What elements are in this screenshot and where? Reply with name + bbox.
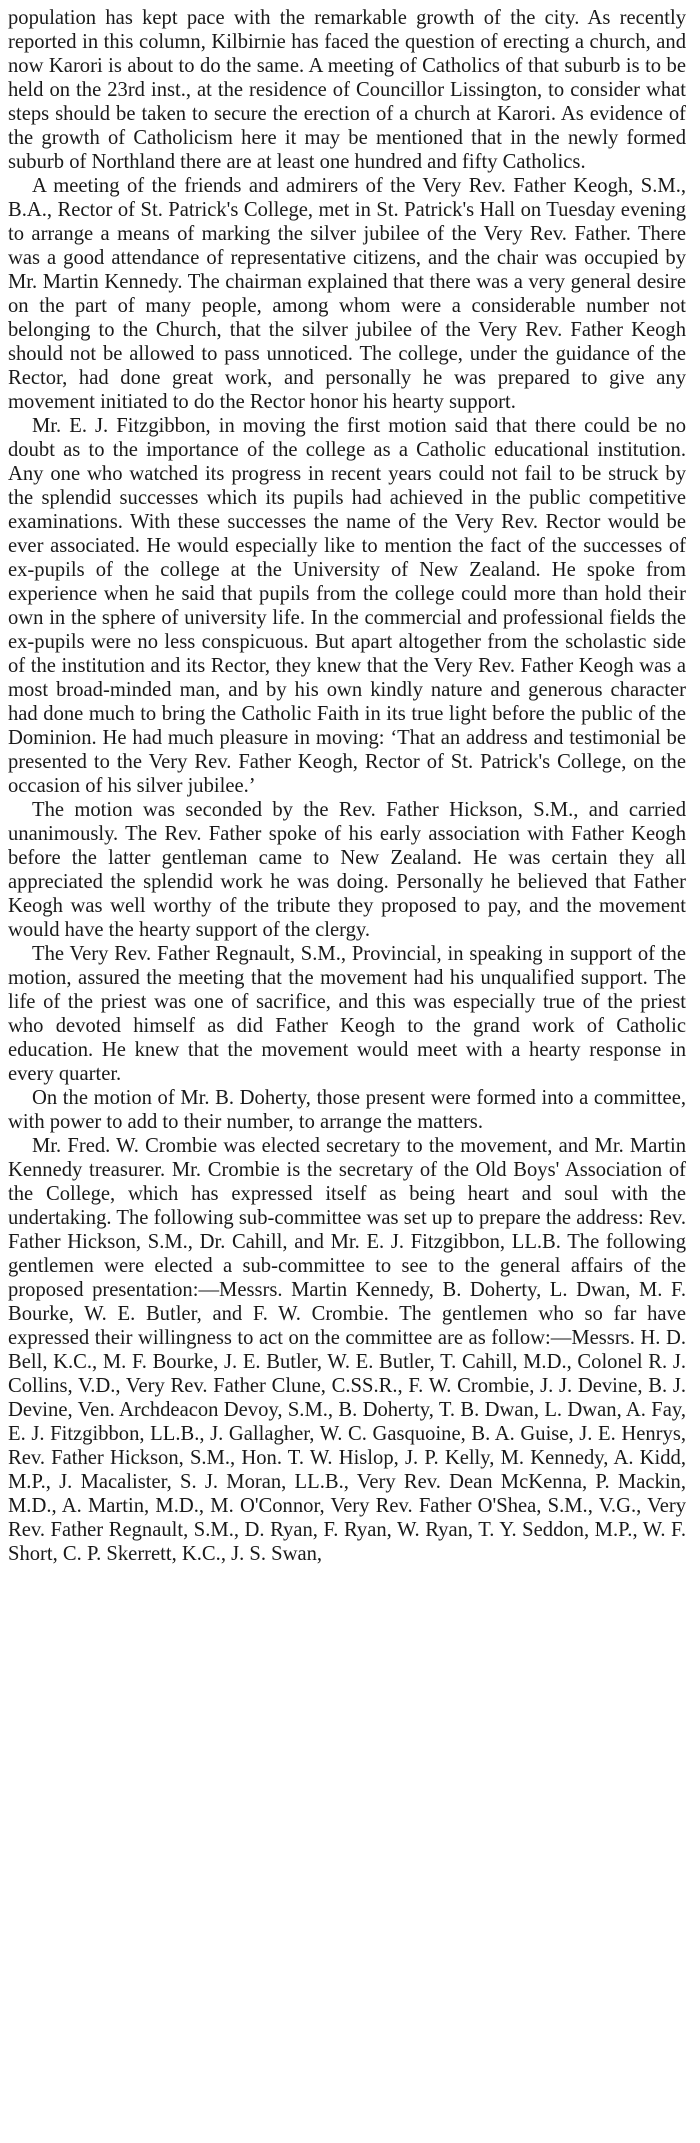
paragraph-doherty-committee: On the motion of Mr. B. Doherty, those present were formed into a committee, with power to add to their number, to arrange the matters.	[8, 1087, 686, 1133]
paragraph-hickson-seconding: The motion was seconded by the Rev. Father Hickson, S.M., and carried unanimously. The Rev. Father spoke of his early association with Father Keogh before the latter gentleman came to New Zealand. He was certain they all appreciated the splendid work he was doing. Personally he believed that Father Keogh was well worthy of the tribute they proposed to pay, and the movement would have the hearty support of the clergy.	[8, 799, 686, 941]
paragraph-crombie-secretary: Mr. Fred. W. Crombie was elected secretary to the movement, and Mr. Martin Kennedy treasurer. Mr. Crombie is the secretary of the Old Boys' Association of the College, which has expressed itself as being heart and soul with the undertaking. The following sub-committee was set up to prepare the address: Rev. Father Hickson, S.M., Dr. Cahill, and Mr. E. J. Fitzgibbon, LL.B. The following gentlemen were elected a sub-committee to see to the general affairs of the proposed presentation:—Messrs. Martin Kennedy, B. Doherty, L. Dwan, M. F. Bourke, W. E. Butler, and F. W. Crombie. The gentlemen who so far have expressed their willingness to act on the committee are as follow:—Messrs. H. D. Bell, K.C., M. F. Bourke, J. E. Butler, W. E. Butler, T. Cahill, M.D., Colonel R. J. Collins, V.D., Very Rev. Father Clune, C.SS.R., F. W. Crombie, J. J. Devine, B. J. Devine, Ven. Archdeacon Devoy, S.M., B. Doherty, T. B. Dwan, L. Dwan, A. Fay, E. J. Fitzgibbon, LL.B., J. Gallagher, W. C. Gasquoine, B. A. Guise, J. E. Henrys, Rev. Father Hickson, S.M., Hon. T. W. Hislop, J. P. Kelly, M. Kennedy, A. Kidd, M.P., J. Macalister, S. J. Moran, LL.B., Very Rev. Dean McKenna, P. Mackin, M.D., A. Martin, M.D., M. O'Connor, Very Rev. Father O'Shea, S.M., V.G., Very Rev. Father Regnault, S.M., D. Ryan, F. Ryan, W. Ryan, T. Y. Seddon, M.P., W. F. Short, C. P. Skerrett, K.C., J. S. Swan,	[8, 1135, 686, 1565]
paragraph-fitzgibbon-motion: Mr. E. J. Fitzgibbon, in moving the first motion said that there could be no doubt as to the importance of the college as a Catholic educational institution. Any one who watched its progress in recent years could not fail to be struck by the splendid successes which its pupils had achieved in the public competitive examinations. With these successes the name of the Very Rev. Rector would be ever associated. He would especially like to mention the fact of the successes of ex-pupils of the college at the University of New Zealand. He spoke from experience when he said that pupils from the college could more than hold their own in the sphere of university life. In the commercial and professional fields the ex-pupils were no less conspicuous. But apart altogether from the scholastic side of the institution and its Rector, they knew that the Very Rev. Father Keogh was a most broad-minded man, and by his own kindly nature and generous character had done much to bring the Catholic Faith in its true light before the public of the Dominion. He had much pleasure in moving: ‘That an address and testimonial be presented to the Very Rev. Father Keogh, Rector of St. Patrick's College, on the occasion of his silver jubilee.’	[8, 415, 686, 797]
paragraph-jubilee-meeting: A meeting of the friends and admirers of the Very Rev. Father Keogh, S.M., B.A., Rector of St. Patrick's College, met in St. Patrick's Hall on Tuesday evening to arrange a means of marking the silver jubilee of the Very Rev. Father. There was a good attendance of representative citizens, and the chair was occupied by Mr. Martin Kennedy. The chairman explained that there was a very general desire on the part of many people, among whom were a considerable number not belonging to the Church, that the silver jubilee of the Very Rev. Father Keogh should not be allowed to pass unnoticed. The college, under the guidance of the Rector, had done great work, and personally he was prepared to give any movement initiated to do the Rector honor his hearty support.	[8, 175, 686, 413]
paragraph-karori-church: population has kept pace with the remarkable growth of the city. As recently reported in this column, Kilbirnie has faced the question of erecting a church, and now Karori is about to do the same. A meeting of Catholics of that suburb is to be held on the 23rd inst., at the residence of Councillor Lissington, to consider what steps should be taken to secure the erection of a church at Karori. As evidence of the growth of Catholicism here it may be mentioned that in the newly formed suburb of Northland there are at least one hundred and fifty Catholics.	[8, 7, 686, 173]
paragraph-regnault-support: The Very Rev. Father Regnault, S.M., Provincial, in speaking in support of the motion, assured the meeting that the movement had his unqualified support. The life of the priest was one of sacrifice, and this was especially true of the priest who devoted himself as did Father Keogh to the grand work of Catholic education. He knew that the movement would meet with a hearty response in every quarter.	[8, 943, 686, 1085]
